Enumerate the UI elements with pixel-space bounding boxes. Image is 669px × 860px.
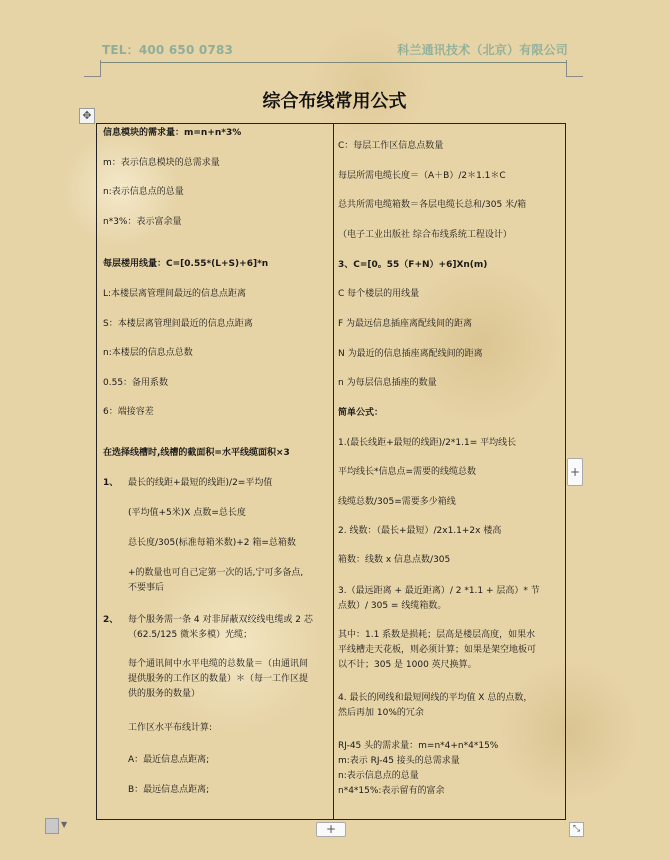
left-line: m：表示信息模块的总需求量 [103,158,220,168]
header-rule [101,62,567,63]
right-line: 然后再加 10%的冗余 [338,708,424,718]
right-line: n 为每层信息插座的数量 [338,378,437,388]
formula-table [96,123,566,820]
right-line: C 每个楼层的用线量 [338,289,420,299]
right-line: 总共所需电缆箱数＝各层电缆长总和/305 米/箱 [338,200,527,210]
corner-mark-right [566,60,583,77]
left-line: (平均值+5米)X 点数=总长度 [128,508,246,518]
left-line: 每层楼用线量：C=[0.55*(L+S)+6]*n [103,259,269,269]
left-line: 1、 [103,478,119,488]
right-line: 以不计；305 是 1000 英尺换算。 [338,660,477,670]
chevron-down-icon[interactable]: ▼ [61,820,68,829]
left-line: +的数量也可自己定第一次的话,宁可多备点, [128,568,304,578]
left-line: B：最远信息点距离; [128,785,210,795]
left-line: L:本楼层离管理间最远的信息点距离 [103,289,247,299]
left-line: 在选择线槽时,线槽的截面积=水平线缆面积×3 [103,448,290,458]
right-line: 2. 线数：（最长+最短）/2x1.1+2x 楼高 [338,526,502,536]
right-line: N 为最近的信息插座离配线间的距离 [338,349,483,359]
left-line: A：最近信息点距离; [128,755,210,765]
right-line: n:表示信息点的总量 [338,771,419,781]
right-line: 平均线长*信息点=需要的线缆总数 [338,467,477,477]
right-line: C：每层工作区信息点数量 [338,141,444,151]
left-line: 提供服务的工作区的数量）＊（每一工作区提 [128,674,309,684]
left-line: n:表示信息点的总量 [103,187,184,197]
left-line: 最长的线距+最短的线距)/2=平均值 [128,478,273,488]
right-line: 箱数：线数 x 信息点数/305 [338,555,451,565]
corner-mark-left [84,60,101,77]
right-line: 线缆总数/305=需要多少箱线 [338,497,456,507]
header-tel: TEL：400 650 0783 [102,43,234,57]
right-line: 3、C=[0。55（F+N）+6]Xn(m) [338,260,488,270]
left-line: n:本楼层的信息点总数 [103,348,193,358]
right-line: RJ-45 头的需求量：m=n*4+n*4*15% [338,741,499,751]
document-title: 综合布线常用公式 [262,91,407,112]
left-line: 总长度/305(标准每箱米数)+2 箱=总箱数 [128,538,296,548]
left-line: n*3%：表示富余量 [103,217,182,227]
right-line: 其中：1.1 系数是损耗；层高是楼层高度，如果水 [338,630,536,640]
right-line: （电子工业出版社 综合布线系统工程设计） [338,230,512,240]
add-row-icon[interactable]: + [316,822,346,837]
left-line: 6：端接容差 [103,407,154,417]
document-icon[interactable] [45,818,59,834]
left-line: 每个服务需一条 4 对非屏蔽双绞线电缆或 2 芯 [128,615,313,625]
right-line: 每层所需电缆长度＝（A＋B）/2＊1.1＊C [338,171,506,181]
right-line: 1.(最长线距+最短的线距)/2*1.1= 平均线长 [338,438,517,448]
right-line: 简单公式： [338,408,384,418]
move-handle-icon[interactable]: ✥ [79,108,95,124]
left-line: 工作区水平布线计算: [128,723,213,733]
right-line: m:表示 RJ-45 接头的总需求量 [338,756,460,766]
resize-handle-icon[interactable]: ⤡ [569,822,584,837]
left-line: （62.5/125 微米多模）光缆； [128,630,253,640]
right-line: 点数）/ 305 = 线缆箱数。 [338,601,447,611]
left-line: 2、 [103,615,119,625]
left-line: 信息模块的需求量：m=n+n*3% [103,128,242,138]
left-line: 不要事后 [128,583,165,593]
header-company: 科兰通讯技术（北京）有限公司 [397,43,568,57]
left-line: 每个通讯间中水平电缆的总数量＝（由通讯间 [128,659,309,669]
right-line: 3.（最远距离 + 最近距离）/ 2 *1.1 + 层高）* 节 [338,586,540,596]
right-line: F 为最远信息插座离配线间的距离 [338,319,473,329]
left-line: S：本楼层离管理间最近的信息点距离 [103,319,253,329]
right-line: 平线槽走天花板，则必须计算；如果是架空地板可 [338,645,537,655]
left-line: 供的服务的数量） [128,689,201,699]
column-divider [333,124,334,819]
add-column-icon[interactable]: + [567,458,583,486]
right-line: 4. 最长的网线和最短网线的平均值 X 总的点数， [338,693,533,703]
left-line: 0.55：备用系数 [103,378,169,388]
right-line: n*4*15%:表示留有的富余 [338,786,445,796]
